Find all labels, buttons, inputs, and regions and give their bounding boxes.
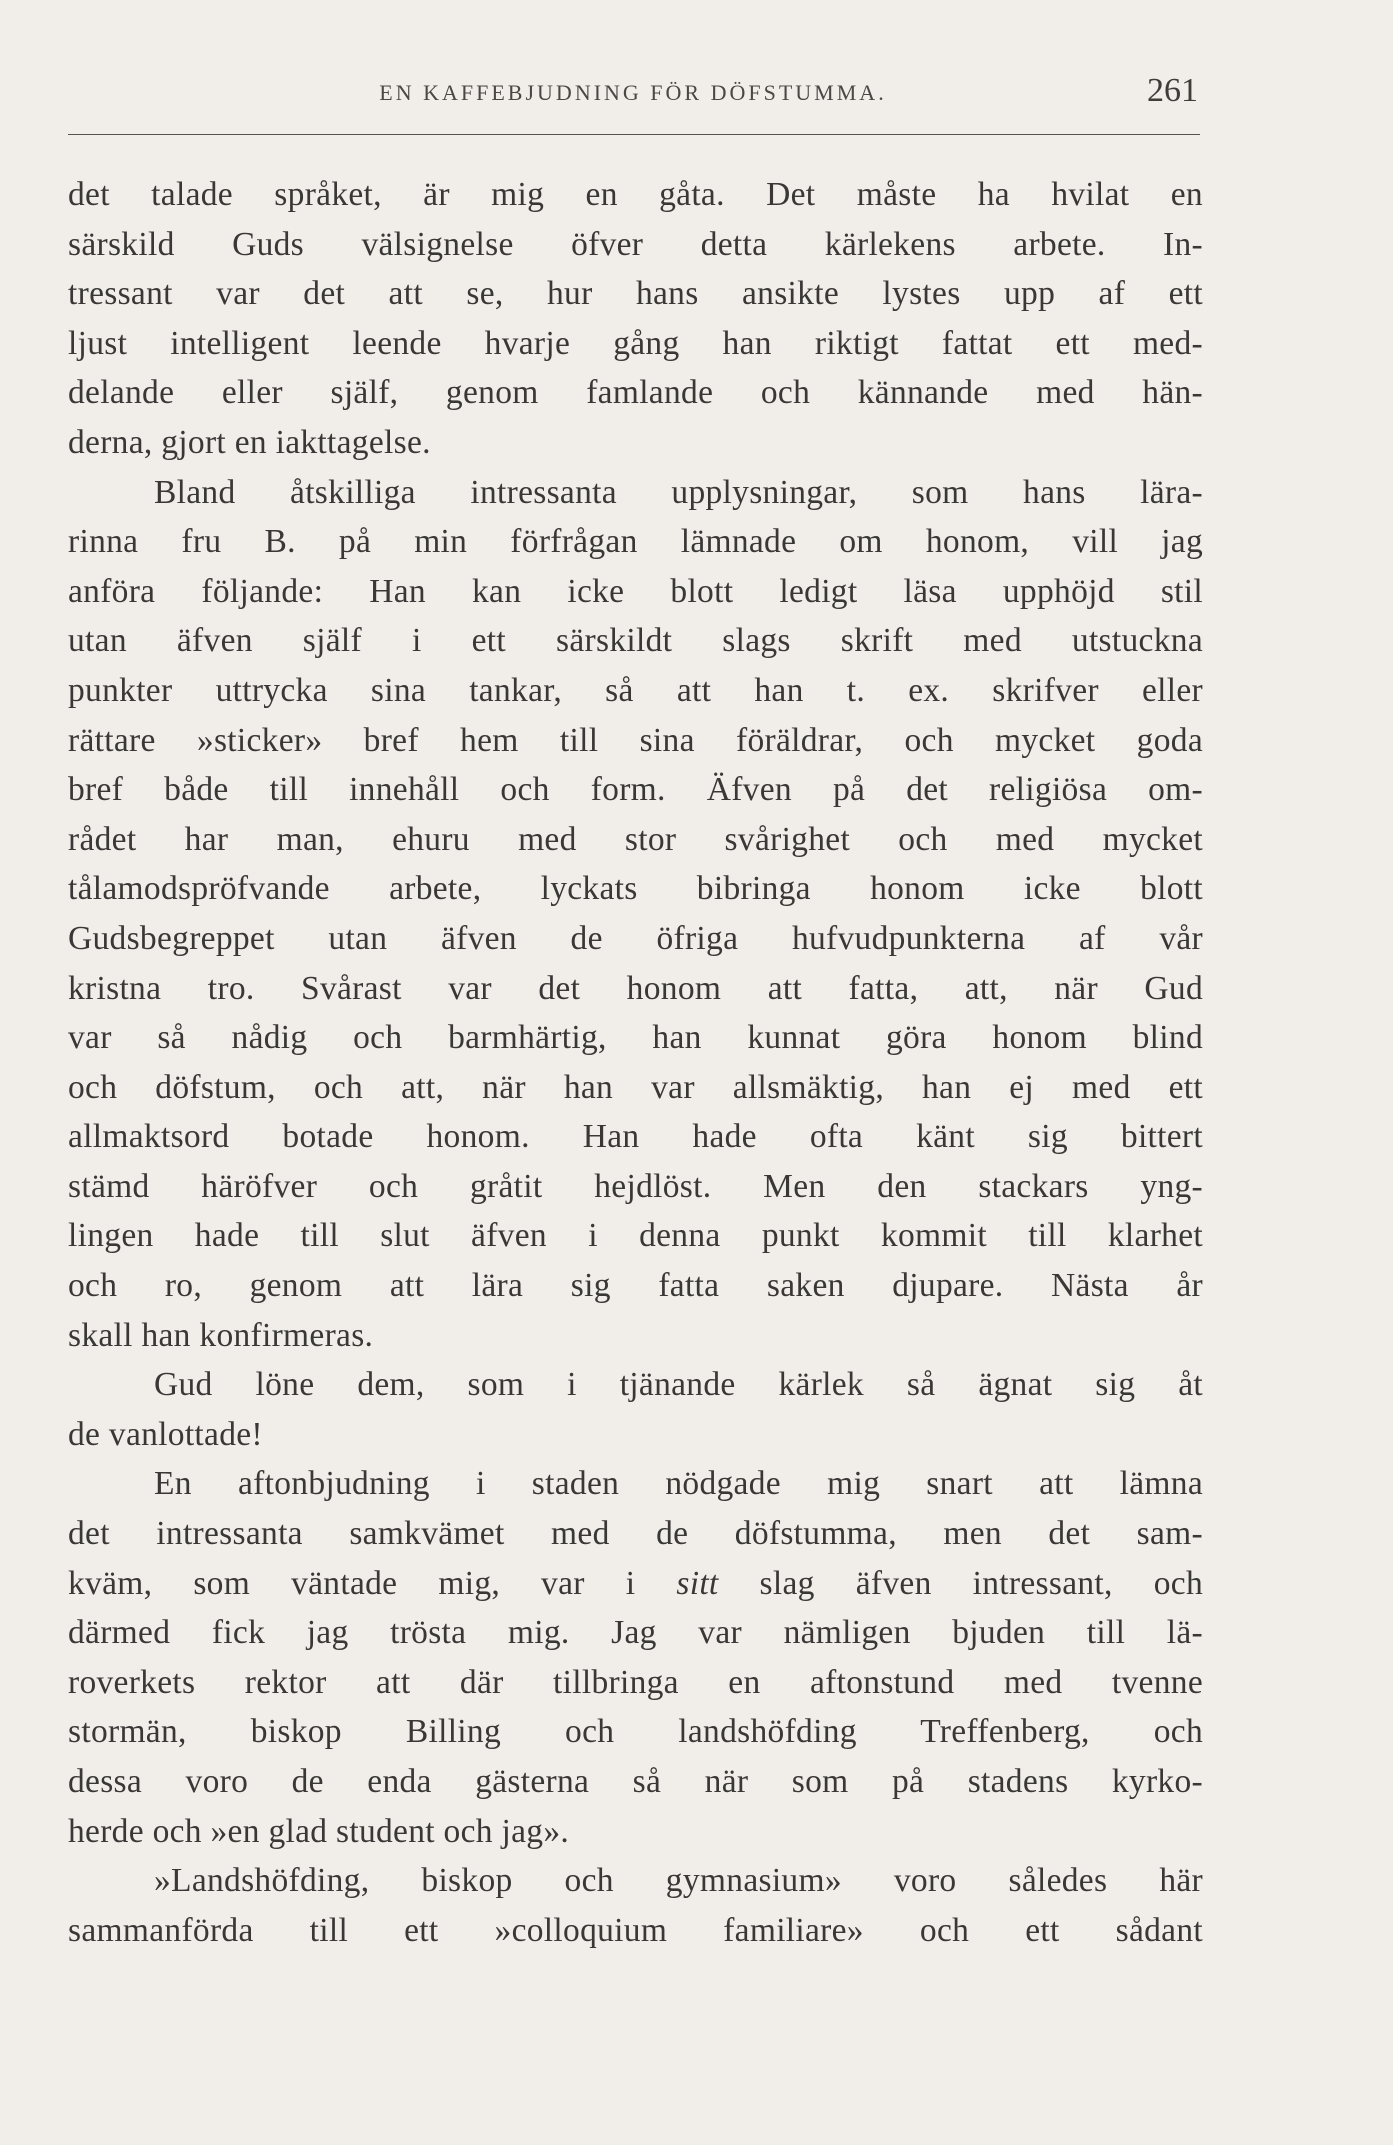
text-line: och ro, genom att lära sig fatta saken djupare. Nästa år [68, 1267, 1203, 1305]
text-line: anföra följande: Han kan icke blott ledigt läsa upphöjd stil [68, 572, 1203, 610]
text-line: de vanlottade! [68, 1415, 263, 1453]
header-rule [68, 134, 1200, 135]
text-line: tressant var det att se, hur hans ansikte lystes upp af ett [68, 275, 1203, 313]
text-line: det intressanta samkvämet med de döfstumma, men det sam- [68, 1515, 1203, 1553]
text-line: Gud löne dem, som i tjänande kärlek så ägnat sig åt [154, 1366, 1203, 1404]
text-line: Bland åtskilliga intressanta upplysningar, som hans lära- [154, 473, 1203, 511]
text-line: dessa voro de enda gästerna så när som på stadens kyrko- [68, 1763, 1203, 1800]
text-line: herde och »en glad student och jag». [68, 1812, 570, 1850]
running-title: EN KAFFEBJUDNING FÖR DÖFSTUMMA. [379, 80, 887, 105]
text-line: punkter uttrycka sina tankar, så att han t. ex. skrifver eller [68, 671, 1203, 709]
text-line: var så nådig och barmhärtig, han kunnat göra honom blind [68, 1019, 1203, 1057]
text-line: Gudsbegreppet utan äfven de öfriga hufvudpunkterna af vår [68, 919, 1203, 957]
text-line: lingen hade till slut äfven i denna punkt kommit till klarhet [68, 1217, 1203, 1255]
text-line: särskild Guds välsignelse öfver detta kärlekens arbete. In- [68, 225, 1203, 263]
text-line: och döfstum, och att, när han var allsmäktig, han ej med ett [68, 1068, 1203, 1106]
body-text [68, 170, 1203, 1955]
text-line: ljust intelligent leende hvarje gång han riktigt fattat ett med- [68, 324, 1203, 362]
text-line: derna, gjort en iakttagelse. [68, 423, 431, 461]
text-line: utan äfven själf i ett särskildt slags skrift med utstuckna [68, 622, 1203, 660]
text-line: allmaktsord botade honom. Han hade ofta känt sig bittert [68, 1118, 1203, 1156]
text-line: tålamodspröfvande arbete, lyckats bibringa honom icke blott [68, 870, 1203, 908]
text-line: bref både till innehåll och form. Äfven på det religiösa om- [68, 771, 1203, 809]
text-line: stormän, biskop Billing och landshöfding Treffenberg, och [68, 1713, 1203, 1751]
text-line: roverkets rektor att där tillbringa en aftonstund med tvenne [68, 1663, 1203, 1701]
text-line: kväm, som väntade mig, var i sitt slag äfven intressant, och [68, 1564, 1203, 1602]
text-line: delande eller själf, genom famlande och kännande med hän- [68, 374, 1203, 412]
text-line: En aftonbjudning i staden nödgade mig snart att lämna [154, 1465, 1203, 1503]
text-line: »Landshöfding, biskop och gymnasium» voro således här [154, 1862, 1203, 1900]
text-line: rinna fru B. på min förfrågan lämnade om honom, vill jag [68, 523, 1203, 561]
text-line: skall han konfirmeras. [68, 1316, 374, 1354]
page-number: 261 [1147, 72, 1198, 109]
text-line: det talade språket, är mig en gåta. Det måste ha hvilat en [68, 176, 1203, 213]
text-line: stämd häröfver och gråtit hejdlöst. Men den stackars yng- [68, 1167, 1203, 1205]
text-line: rättare »sticker» bref hem till sina föräldrar, och mycket goda [68, 721, 1203, 759]
running-head [68, 72, 1198, 122]
text-line: rådet har man, ehuru med stor svårighet och med mycket [68, 820, 1203, 858]
text-line: sammanförda till ett »colloquium familiare» och ett sådant [68, 1911, 1203, 1949]
text-line: kristna tro. Svårast var det honom att fatta, att, när Gud [68, 969, 1203, 1007]
text-line: därmed fick jag trösta mig. Jag var nämligen bjuden till lä- [68, 1614, 1203, 1652]
